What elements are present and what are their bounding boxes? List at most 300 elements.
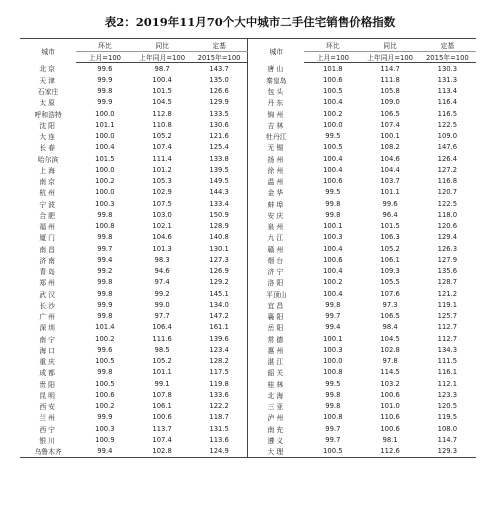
cell-mom-left: 100.5 [95,357,115,366]
table-row [20,344,476,355]
cell-mom-right: 100.4 [323,165,343,174]
cell-yoy-left: 111.6 [152,334,172,343]
cell-fixed-left: 117.5 [209,368,229,377]
cell-city-left: 贵阳 [39,380,57,389]
cell-yoy-left: 103.0 [152,210,172,219]
cell-mom-left: 100.6 [95,390,115,399]
table-row [20,164,476,175]
column-base-mom-right: 上月=100 [304,52,361,63]
cell-mom-right: 100.2 [323,109,343,118]
table-row [20,367,476,378]
column-header-city-right: 城市 [248,39,304,63]
cell-yoy-left: 106.1 [152,402,172,411]
cell-fixed-right: 127.2 [437,165,458,174]
cell-yoy-left: 105.2 [152,357,172,366]
cell-yoy-left: 94.6 [154,267,170,276]
table-row [20,311,476,322]
cell-city-left: 北京 [39,65,57,74]
cell-yoy-left: 98.7 [154,64,170,73]
cell-city-left: 昆明 [39,391,57,400]
cell-mom-left: 100.9 [95,435,115,444]
cell-mom-left: 99.8 [97,312,113,321]
cell-yoy-left: 112.8 [152,109,172,118]
column-header-mom-left: 环比 [76,39,133,52]
cell-yoy-left: 107.4 [152,435,172,444]
table-row [20,434,476,445]
cell-fixed-right: 120.6 [437,222,458,231]
cell-mom-right: 99.7 [325,424,341,433]
cell-fixed-left: 126.9 [209,267,229,276]
cell-fixed-right: 108.0 [437,424,458,433]
column-base-fixed-left: 2015年=100 [191,52,248,63]
cell-yoy-right: 107.6 [380,289,400,298]
cell-yoy-right: 101.5 [380,222,400,231]
cell-fixed-left: 130.1 [209,244,229,253]
cell-city-left: 南京 [39,178,57,187]
cell-fixed-right: 125.7 [437,312,458,321]
cell-city-right: 襄阳 [248,311,304,322]
cell-city-left: 上海 [39,166,57,175]
cell-city-left: 长春 [39,144,57,153]
cell-city-right: 宜昌 [248,299,304,310]
cell-yoy-right: 112.6 [361,446,418,458]
cell-mom-right: 100.4 [323,267,343,276]
table-row [20,63,476,75]
cell-city-left: 银川 [39,436,57,445]
column-header-yoy-left: 同比 [133,39,190,52]
cell-yoy-right: 111.8 [380,75,400,84]
cell-fixed-right: 119.5 [437,413,458,422]
cell-fixed-left: 127.3 [209,255,229,264]
cell-city-left: 西安 [39,403,57,412]
cell-fixed-right: 111.5 [437,357,458,366]
table-row [20,254,476,265]
cell-mom-left: 99.4 [97,255,113,264]
cell-yoy-right: 97.3 [382,300,398,309]
cell-mom-right: 100.6 [323,75,343,84]
cell-city-right: 唐山 [248,63,304,75]
cell-mom-right: 100.6 [323,255,343,264]
cell-city-right: 吉林 [248,119,304,130]
table-row [20,446,476,458]
cell-mom-right: 100.8 [323,413,343,422]
table-row [20,266,476,277]
cell-fixed-left: 119.8 [209,379,229,388]
cell-city-left: 南昌 [39,245,57,254]
cell-mom-right: 99.8 [325,199,341,208]
cell-fixed-right: 129.3 [419,446,476,458]
cell-city-right: 泸州 [248,412,304,423]
cell-fixed-right: 134.3 [437,345,458,354]
cell-yoy-left: 105.2 [152,132,172,141]
cell-fixed-left: 133.4 [209,199,229,208]
cell-mom-right: 99.5 [325,379,341,388]
cell-city-left: 石家庄 [37,88,59,97]
cell-yoy-right: 97.8 [382,357,398,366]
column-header-mom-right: 环比 [304,39,361,52]
cell-fixed-left: 122.2 [209,402,229,411]
cell-city-right: 平顶山 [248,288,304,299]
cell-yoy-right: 98.1 [382,435,398,444]
cell-city-right: 桂林 [248,378,304,389]
cell-yoy-left: 98.3 [154,255,170,264]
cell-yoy-left: 101.5 [152,87,172,96]
cell-fixed-left: 130.6 [209,120,229,129]
cell-mom-left: 99.8 [97,87,113,96]
cell-yoy-right: 107.4 [380,120,400,129]
cell-city-left: 哈尔滨 [37,155,59,164]
cell-yoy-left: 97.4 [154,278,170,287]
cell-city-right: 韶关 [248,367,304,378]
cell-mom-left: 100.0 [95,132,115,141]
cell-city-left: 济南 [39,256,57,265]
table-row [20,378,476,389]
cell-mom-right: 100.4 [323,154,343,163]
cell-city-left: 武汉 [39,290,57,299]
cell-city-left: 南宁 [39,335,57,344]
column-base-mom-left: 上月=100 [76,52,133,63]
cell-mom-right: 100.4 [323,98,343,107]
cell-mom-left: 99.9 [97,413,113,422]
cell-mom-right: 100.4 [323,289,343,298]
table-row [20,74,476,85]
table-row [20,277,476,288]
cell-city-right: 秦皇岛 [248,74,304,85]
cell-fixed-left: 147.2 [209,312,229,321]
cell-yoy-right: 103.7 [380,177,400,186]
cell-mom-left: 100.0 [95,165,115,174]
cell-yoy-right: 101.0 [380,402,400,411]
cell-city-left: 福州 [39,223,57,232]
table-body [20,63,476,458]
cell-mom-right: 100.0 [323,120,343,129]
cell-mom-right: 100.1 [323,222,343,231]
cell-yoy-left: 102.1 [152,222,172,231]
cell-yoy-right: 98.4 [382,323,398,332]
cell-city-right: 九江 [248,232,304,243]
column-base-yoy-left: 上年同月=100 [133,52,190,63]
cell-mom-left: 99.8 [97,233,113,242]
cell-fixed-right: 130.3 [437,64,458,73]
cell-mom-right: 100.6 [323,177,343,186]
cell-yoy-left: 110.8 [152,120,172,129]
cell-mom-left: 99.9 [97,75,113,84]
cell-fixed-right: 123.3 [437,390,458,399]
cell-yoy-left: 107.5 [152,199,172,208]
cell-city-right: 北海 [248,389,304,400]
cell-city-left: 沈阳 [39,121,57,130]
table-row [20,142,476,153]
table-row [20,333,476,344]
cell-city-right: 扬州 [248,153,304,164]
cell-fixed-right: 131.3 [437,75,458,84]
cell-yoy-right: 105.5 [380,278,400,287]
cell-fixed-right: 126.4 [437,154,458,163]
cell-yoy-left: 105.3 [152,177,172,186]
cell-yoy-right: 96.4 [382,210,398,219]
cell-city-left: 广州 [39,313,57,322]
cell-mom-left: 100.3 [95,424,115,433]
cell-fixed-right: 112.1 [437,379,458,388]
table-row [20,119,476,130]
cell-yoy-left: 102.8 [133,446,190,458]
cell-mom-left: 99.9 [97,98,113,107]
cell-city-right: 牡丹江 [248,131,304,142]
table-row [20,153,476,164]
cell-city-right: 常德 [248,333,304,344]
cell-fixed-right: 116.4 [437,98,458,107]
cell-city-left: 兰州 [39,414,57,423]
cell-fixed-left: 134.0 [209,300,229,309]
price-index-table [20,38,476,458]
cell-fixed-left: 133.5 [209,109,229,118]
cell-yoy-right: 106.5 [380,312,400,321]
cell-yoy-left: 101.2 [152,165,172,174]
cell-city-right: 徐州 [248,164,304,175]
cell-city-left: 西宁 [39,425,57,434]
cell-fixed-right: 129.4 [437,233,458,242]
cell-fixed-left: 118.7 [209,413,229,422]
cell-fixed-right: 119.1 [437,300,458,309]
cell-yoy-right: 105.8 [380,87,400,96]
cell-mom-left: 101.5 [95,154,115,163]
cell-yoy-left: 107.4 [152,143,172,152]
cell-city-left: 郑州 [39,279,57,288]
cell-yoy-left: 102.9 [152,188,172,197]
cell-yoy-right: 100.6 [380,424,400,433]
cell-fixed-right: 109.0 [437,132,458,141]
table-row [20,356,476,367]
cell-city-left: 成都 [39,369,57,378]
cell-mom-right: 99.8 [325,390,341,399]
cell-fixed-right: 118.0 [437,210,458,219]
cell-mom-right: 99.8 [325,300,341,309]
cell-mom-left: 101.1 [95,120,115,129]
cell-fixed-right: 120.5 [437,402,458,411]
column-header-fixed-right: 定基 [419,39,476,52]
cell-yoy-left: 113.7 [152,424,172,433]
cell-yoy-right: 110.6 [380,413,400,422]
cell-fixed-left: 113.6 [209,435,229,444]
cell-city-left: 重庆 [39,358,57,367]
cell-mom-right: 100.2 [323,278,343,287]
cell-mom-right: 101.8 [323,64,343,73]
cell-mom-left: 100.3 [95,199,115,208]
table-row [20,176,476,187]
cell-fixed-left: 140.8 [209,233,229,242]
cell-city-left: 深圳 [39,324,57,333]
cell-city-right: 无锡 [248,142,304,153]
cell-fixed-left: 144.3 [209,188,229,197]
table-row [20,288,476,299]
cell-yoy-right: 104.4 [380,165,400,174]
table-row [20,198,476,209]
cell-mom-left: 100.4 [95,143,115,152]
table-row [20,423,476,434]
column-header-fixed-left: 定基 [191,39,248,52]
cell-fixed-right: 135.6 [437,267,458,276]
cell-mom-left: 100.0 [95,188,115,197]
cell-yoy-left: 106.4 [152,323,172,332]
cell-city-left: 呼和浩特 [34,110,62,119]
cell-mom-left: 100.5 [95,379,115,388]
cell-city-left: 杭州 [39,189,57,198]
cell-city-right: 温州 [248,176,304,187]
cell-city-right: 安庆 [248,209,304,220]
cell-mom-right: 99.8 [325,210,341,219]
cell-city-left: 宁波 [39,200,57,209]
cell-city-right: 岳阳 [248,322,304,333]
table-row [20,401,476,412]
cell-fixed-right: 126.3 [437,244,458,253]
column-base-yoy-right: 上年同月=100 [361,52,418,63]
cell-fixed-left: 150.9 [209,210,229,219]
cell-mom-right: 100.4 [323,244,343,253]
cell-fixed-right: 116.8 [437,177,458,186]
cell-yoy-left: 99.2 [154,289,170,298]
cell-fixed-right: 112.7 [437,323,458,332]
cell-yoy-right: 109.3 [380,267,400,276]
cell-fixed-left: 145.1 [209,289,229,298]
cell-fixed-right: 122.5 [437,199,458,208]
table-row [20,389,476,400]
cell-fixed-left: 149.5 [209,177,229,186]
cell-city-right: 洛阳 [248,277,304,288]
cell-fixed-left: 124.9 [191,446,248,458]
table-row [20,108,476,119]
cell-yoy-right: 100.6 [380,390,400,399]
cell-yoy-right: 103.2 [380,379,400,388]
table-row [20,187,476,198]
cell-mom-left: 99.8 [97,278,113,287]
cell-fixed-right: 114.7 [437,435,458,444]
cell-fixed-right: 127.9 [437,255,458,264]
cell-yoy-right: 99.6 [382,199,398,208]
cell-city-left: 天津 [39,76,57,85]
table-title: 表2：2019年11月70个大中城市二手住宅销售价格指数 [104,15,396,29]
cell-city-right: 泉州 [248,221,304,232]
cell-yoy-left: 98.5 [154,345,170,354]
table-row [20,299,476,310]
cell-mom-left: 100.0 [95,109,115,118]
cell-fixed-left: 125.4 [209,143,229,152]
cell-city-right: 蚌埠 [248,198,304,209]
cell-yoy-right: 104.5 [380,334,400,343]
cell-mom-right: 100.0 [323,357,343,366]
cell-fixed-right: 120.7 [437,188,458,197]
cell-yoy-left: 101.1 [152,368,172,377]
cell-yoy-right: 106.1 [380,255,400,264]
cell-fixed-right: 121.2 [437,289,458,298]
cell-mom-right: 99.4 [325,323,341,332]
cell-fixed-right: 116.1 [437,368,458,377]
cell-city-right: 金华 [248,187,304,198]
cell-city-right: 济宁 [248,266,304,277]
table-row [20,97,476,108]
cell-city-left: 乌鲁木齐 [20,446,76,458]
cell-mom-right: 99.7 [325,435,341,444]
cell-mom-left: 99.4 [76,446,133,458]
table-row [20,131,476,142]
cell-city-left: 大连 [39,133,57,142]
cell-fixed-right: 116.5 [437,109,458,118]
table-row [20,209,476,220]
cell-mom-right: 100.8 [323,368,343,377]
cell-mom-left: 100.2 [95,334,115,343]
cell-fixed-left: 128.9 [209,222,229,231]
cell-mom-right: 100.3 [323,233,343,242]
cell-mom-left: 100.2 [95,402,115,411]
table-row [20,322,476,333]
cell-mom-right: 99.5 [325,132,341,141]
cell-yoy-right: 106.3 [380,233,400,242]
cell-mom-left: 99.8 [97,289,113,298]
cell-yoy-left: 107.8 [152,390,172,399]
cell-city-left: 太原 [39,99,57,108]
table-row [20,221,476,232]
cell-city-right: 锦州 [248,108,304,119]
cell-fixed-right: 113.4 [437,87,458,96]
cell-mom-left: 99.7 [97,244,113,253]
cell-mom-right: 99.8 [325,402,341,411]
cell-mom-left: 99.8 [97,210,113,219]
cell-mom-right: 100.5 [323,143,343,152]
cell-yoy-left: 101.3 [152,244,172,253]
cell-city-left: 长沙 [39,301,57,310]
cell-mom-left: 100.8 [95,222,115,231]
cell-city-right: 三亚 [248,401,304,412]
cell-yoy-right: 105.2 [380,244,400,253]
column-base-fixed-right: 2015年=100 [419,52,476,63]
cell-city-left: 合肥 [39,211,57,220]
cell-fixed-left: 143.7 [209,64,229,73]
cell-mom-left: 100.2 [95,177,115,186]
cell-fixed-left: 139.6 [209,334,229,343]
cell-mom-right: 99.5 [325,188,341,197]
table-row [20,243,476,254]
cell-yoy-left: 104.5 [152,98,172,107]
cell-city-right: 大理 [248,446,304,458]
cell-mom-left: 99.6 [97,345,113,354]
cell-mom-right: 100.5 [323,87,343,96]
cell-yoy-right: 109.0 [380,98,400,107]
cell-yoy-right: 100.1 [380,132,400,141]
cell-yoy-right: 106.5 [380,109,400,118]
cell-yoy-left: 99.0 [154,300,170,309]
cell-yoy-right: 102.8 [380,345,400,354]
cell-yoy-left: 99.1 [154,379,170,388]
cell-fixed-left: 126.6 [209,87,229,96]
cell-city-right: 湛江 [248,356,304,367]
column-header-city-left: 城市 [20,39,76,63]
cell-fixed-left: 129.2 [209,278,229,287]
cell-yoy-left: 97.7 [154,312,170,321]
cell-yoy-right: 114.7 [380,64,400,73]
cell-city-left: 厦门 [39,234,57,243]
cell-mom-left: 99.8 [97,368,113,377]
cell-fixed-left: 123.4 [209,345,229,354]
cell-mom-right: 100.5 [304,446,361,458]
table-row [20,86,476,97]
cell-fixed-right: 112.7 [437,334,458,343]
cell-yoy-left: 111.4 [152,154,172,163]
cell-fixed-left: 135.0 [209,75,229,84]
cell-city-left: 青岛 [39,268,57,277]
cell-fixed-left: 129.9 [209,98,229,107]
table-row [20,412,476,423]
cell-yoy-right: 114.5 [380,368,400,377]
cell-mom-right: 100.1 [323,334,343,343]
